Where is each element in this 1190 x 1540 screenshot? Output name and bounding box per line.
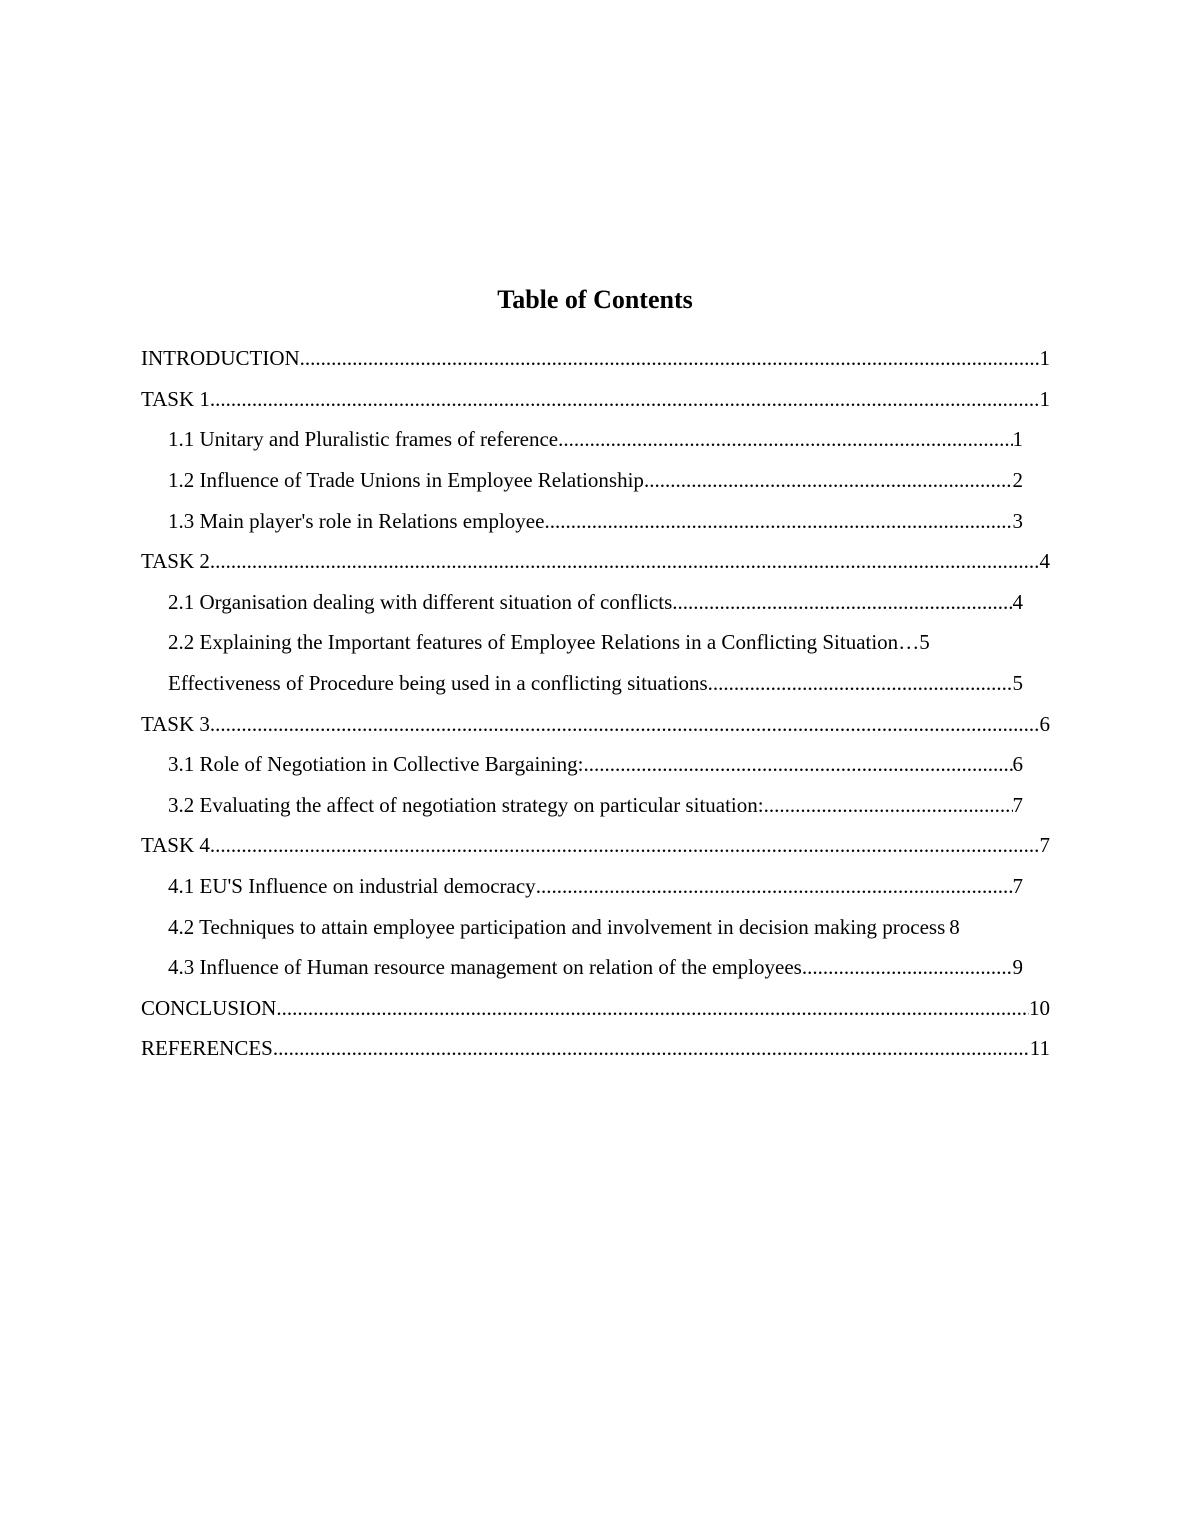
toc-entry-label: TASK 3 <box>141 711 210 736</box>
toc-entry-label: 1.3 Main player's role in Relations employee <box>168 508 545 533</box>
toc-entry[interactable] <box>168 419 1023 460</box>
toc-entry-page-number: 3 <box>1012 508 1023 533</box>
toc-entry[interactable] <box>141 338 1050 379</box>
toc-entry[interactable] <box>168 460 1023 501</box>
toc-entry-label: Effectiveness of Procedure being used in a conflicting situations <box>168 671 708 696</box>
toc-entry-label: REFERENCES <box>141 1036 273 1061</box>
toc-entry[interactable] <box>168 744 1023 785</box>
toc-dot-leader <box>276 994 1029 1022</box>
toc-entry-page-number: 1 <box>1012 427 1023 452</box>
toc-entry-page-number: 5 <box>919 630 930 655</box>
toc-entry[interactable] <box>141 825 1050 866</box>
toc-entry-page-number: 7 <box>1039 833 1050 858</box>
toc-entry-label: INTRODUCTION <box>141 346 300 371</box>
toc-dot-leader <box>764 791 1013 819</box>
toc-entry-label: TASK 4 <box>141 833 210 858</box>
toc-entry-page-number: 7 <box>1012 792 1023 817</box>
toc-entry-label: 4.2 Techniques to attain employee participation and involvement in decision making process <box>168 914 946 939</box>
toc-dot-leader <box>210 385 1040 413</box>
toc-title: Table of Contents <box>497 285 693 314</box>
toc-entry-page-number: 4 <box>1012 589 1023 614</box>
toc-entry-page-number: 6 <box>1039 711 1050 736</box>
toc-dot-leader <box>300 344 1040 372</box>
toc-entry-page-number: 8 <box>949 914 960 939</box>
toc-entry[interactable] <box>141 541 1050 582</box>
toc-entry-page-number: 4 <box>1039 549 1050 574</box>
toc-entry[interactable] <box>168 500 1023 541</box>
toc-entry[interactable] <box>141 703 1050 744</box>
toc-dot-leader <box>898 628 919 656</box>
toc-dot-leader <box>802 953 1013 981</box>
toc-entry[interactable] <box>168 906 1023 947</box>
toc-entry-label: 1.1 Unitary and Pluralistic frames of reference <box>168 427 559 452</box>
toc-entry-label: 2.2 Explaining the Important features of Employee Relations in a Conflicting Situation <box>168 630 899 655</box>
toc-entry[interactable] <box>141 379 1050 420</box>
toc-entry-page-number: 5 <box>1012 671 1023 696</box>
toc-dot-leader <box>210 831 1040 859</box>
toc-dot-leader <box>273 1034 1030 1062</box>
toc-entry-label: 3.2 Evaluating the affect of negotiation strategy on particular situation: <box>168 792 764 817</box>
toc-entry[interactable] <box>168 622 1023 663</box>
toc-entry-label: 3.1 Role of Negotiation in Collective Bargaining: <box>168 752 584 777</box>
toc-entry-label: 1.2 Influence of Trade Unions in Employee Relationship <box>168 468 644 493</box>
toc-dot-leader <box>644 466 1013 494</box>
toc-entry-page-number: 2 <box>1012 468 1023 493</box>
toc-entry-label: 2.1 Organisation dealing with different situation of conflicts <box>168 589 673 614</box>
toc-entry[interactable] <box>168 866 1023 907</box>
toc-dot-leader <box>672 588 1012 616</box>
toc-entry-page-number: 1 <box>1039 346 1050 371</box>
toc-entry-page-number: 11 <box>1029 1036 1050 1061</box>
toc-dot-leader <box>708 669 1013 697</box>
toc-list <box>0 338 1190 1069</box>
toc-entry-page-number: 1 <box>1039 386 1050 411</box>
toc-entry[interactable] <box>141 988 1050 1029</box>
toc-entry-label: TASK 2 <box>141 549 210 574</box>
toc-entry-label: TASK 1 <box>141 386 210 411</box>
toc-entry-label: CONCLUSION <box>141 995 277 1020</box>
toc-entry[interactable] <box>168 582 1023 623</box>
toc-dot-leader <box>210 547 1040 575</box>
toc-entry-label: 4.3 Influence of Human resource management on relation of the employees <box>168 955 802 980</box>
toc-dot-leader <box>544 507 1012 535</box>
toc-entry-page-number: 9 <box>1012 955 1023 980</box>
toc-dot-leader <box>536 872 1013 900</box>
toc-entry[interactable] <box>168 947 1023 988</box>
toc-entry-page-number: 7 <box>1012 874 1023 899</box>
toc-dot-leader <box>583 750 1012 778</box>
toc-entry[interactable] <box>168 785 1023 826</box>
toc-entry-label: 4.1 EU'S Influence on industrial democracy <box>168 874 536 899</box>
toc-dot-leader <box>210 710 1040 738</box>
toc-entry[interactable] <box>168 663 1023 704</box>
toc-dot-leader <box>558 425 1012 453</box>
toc-entry-page-number: 6 <box>1012 752 1023 777</box>
toc-entry[interactable] <box>141 1028 1050 1069</box>
toc-entry-page-number: 10 <box>1029 995 1050 1020</box>
